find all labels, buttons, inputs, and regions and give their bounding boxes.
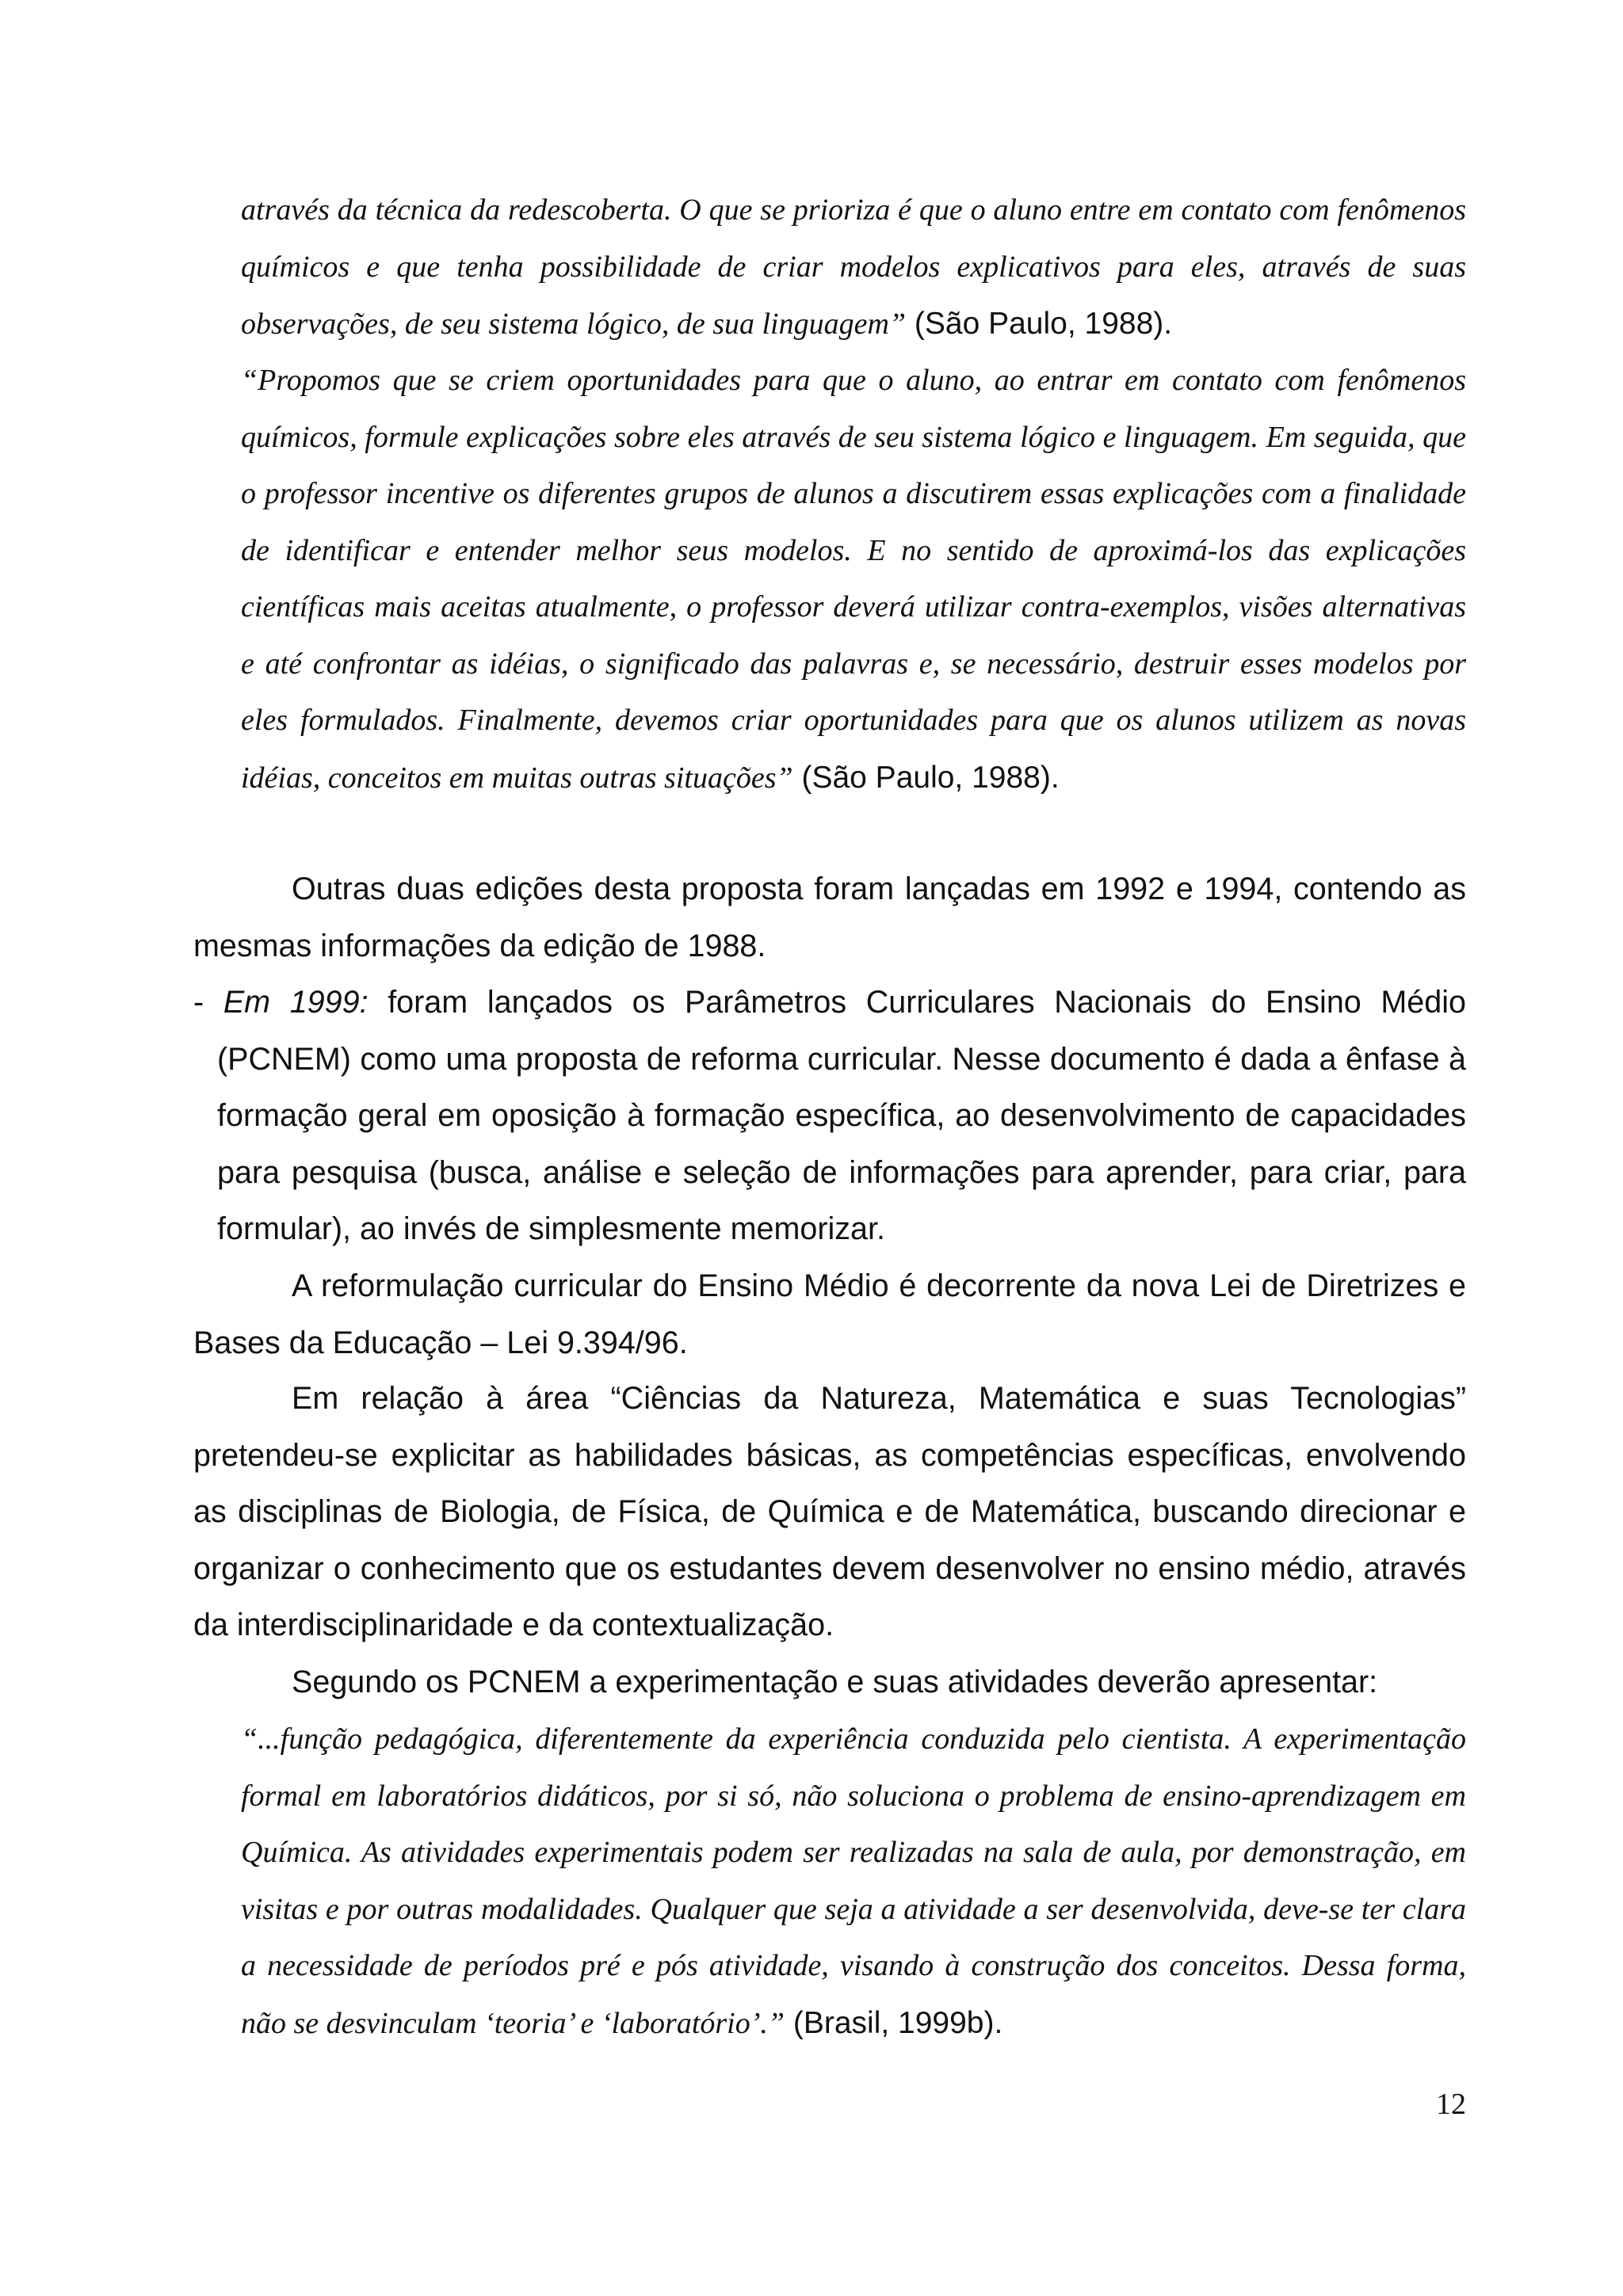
quote-text: através da técnica da redescoberta. O que se prioriza é que o aluno entre em contato com fenômenos químicos e que tenha possibilidade de criar modelos explicativos para eles, através de suas observações, de seu sistema lógico, de sua linguagem” [241, 193, 1466, 341]
list-item-text: foram lançados os Parâmetros Curriculares Nacionais do Ensino Médio (PCNEM) como uma proposta de reforma curricular. Nesse documento é dada a ênfase à formação geral em oposição à formação específica, ao desenvolvimento de capacidades para pesquisa (busca, análise e seleção de informações para aprender, para criar, para formular), ao invés de simplesmente memorizar. [217, 985, 1466, 1246]
quote-sao-paulo-1 [241, 182, 1466, 353]
paragraph-reformulation: A reformulação curricular do Ensino Médio é decorrente da nova Lei de Diretrizes e Bases da Educação – Lei 9.394/96. [193, 1268, 1466, 1360]
quote-sao-paulo-2 [241, 353, 1466, 807]
quote-text: “...função pedagógica, diferentemente da experiência conduzida pelo cientista. A experimentação formal em laboratórios didáticos, por si só, não soluciona o problema de ensino-aprendizagem em Química. As atividades experimentais podem ser realizadas na sala de aula, por demonstração, em visitas e por outras modalidades. Qualquer que seja a atividade a ser desenvolvida, deve-se ter clara a necessidade de períodos pré e pós atividade, visando à construção dos conceitos. Dessa forma, não se desvinculam ‘teoria’ e ‘laboratório’.” [241, 1722, 1466, 2040]
paragraph-pcnem: Segundo os PCNEM a experimentação e suas atividades deverão apresentar: [292, 1665, 1378, 1699]
list-item-lead: Em 1999: [223, 985, 369, 1020]
page-number: 12 [1436, 2088, 1466, 2121]
quote-citation: (Brasil, 1999b). [785, 2005, 1003, 2040]
paragraph-natural-sciences-area: Em relação à área “Ciências da Natureza, Matemática e suas Tecnologias” pretendeu-se explicitar as habilidades básicas, as competências específicas, envolvendo as disciplinas de Biologia, de Física, de Química e de Matemática, buscando direcionar e organizar o conhecimento que os estudantes devem desenvolver no ensino médio, através da interdisciplinaridade e da contextualização. [193, 1381, 1466, 1642]
quote-citation: (São Paulo, 1988). [906, 307, 1173, 341]
paragraph-other-editions: Outras duas edições desta proposta foram lançadas em 1992 e 1994, contendo as mesmas informações da edição de 1988. [193, 871, 1466, 963]
quote-text: “Propomos que se criem oportunidades para que o aluno, ao entrar em contato com fenômenos químicos, formule explicações sobre eles através de seu sistema lógico e linguagem. Em seguida, que o professor incentive os diferentes grupos de alunos a discutirem essas explicações com a finalidade de identificar e entender melhor seus modelos. E no sentido de aproximá-los das explicações científicas mais aceitas atualmente, o professor deverá utilizar contra-exemplos, visões alternativas e até confrontar as idéias, o significado das palavras e, se necessário, destruir esses modelos por eles formulados. Finalmente, devemos criar oportunidades para que os alunos utilizem as novas idéias, conceitos em muitas outras situações” [241, 364, 1466, 795]
quote-citation: (São Paulo, 1988). [792, 760, 1060, 795]
list-item-1999 [193, 974, 1466, 1258]
quote-brasil-1999b [241, 1711, 1466, 2052]
list-marker: - [193, 985, 223, 1020]
